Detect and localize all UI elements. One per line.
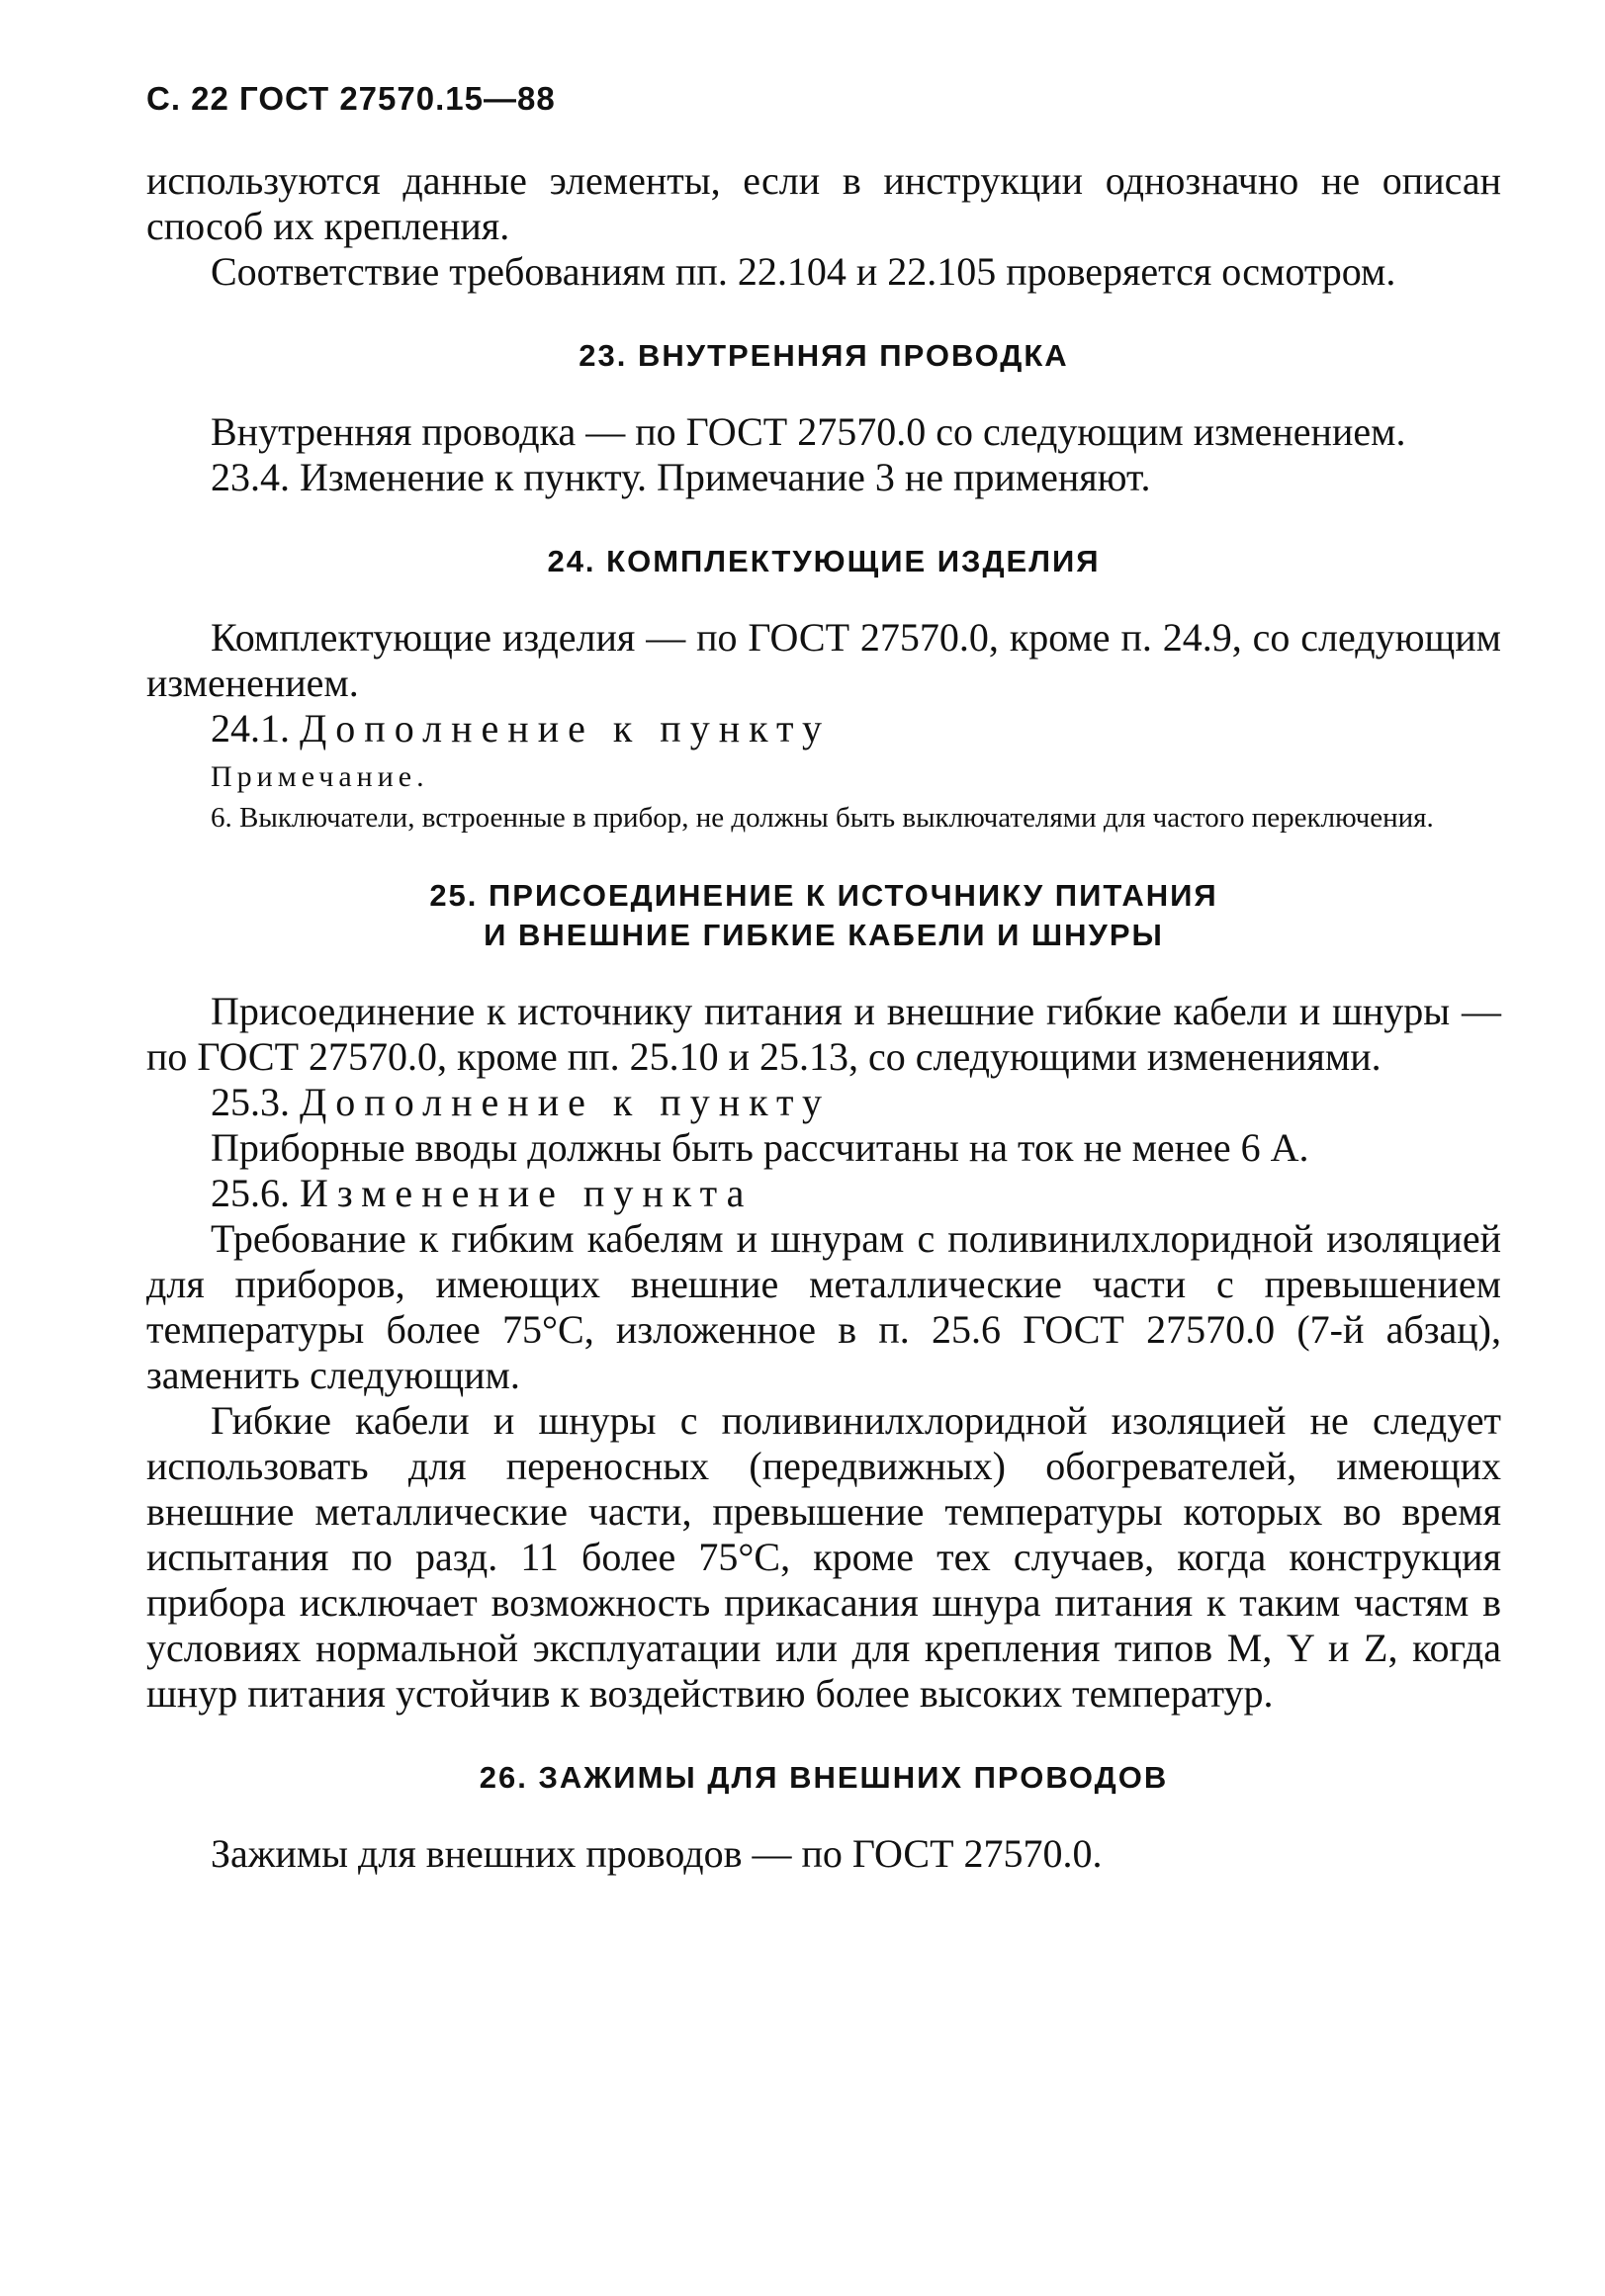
intro-paragraph-2: Соответствие требованиям пп. 22.104 и 22.105 проверяется осмотром. bbox=[211, 249, 1396, 294]
clause-number: 25.3. bbox=[211, 1080, 290, 1124]
section-25-clause-25-3 bbox=[146, 1080, 1501, 1125]
section-24-paragraph-1: Комплектующие изделия — по ГОСТ 27570.0, кроме п. 24.9, со следующим изменением. bbox=[146, 615, 1501, 705]
intro-paragraph-1: используются данные элементы, если в инструкции однозначно не описан способ их крепления. bbox=[146, 158, 1501, 248]
section-25-title bbox=[146, 876, 1501, 955]
clause-label: Дополнение к пункту bbox=[300, 1080, 831, 1124]
running-head: С. 22 ГОСТ 27570.15—88 bbox=[146, 80, 556, 117]
section-25-clause-25-6 bbox=[146, 1171, 1501, 1216]
section-23-paragraph-1: Внутренняя проводка — по ГОСТ 27570.0 со следующим изменением. bbox=[211, 409, 1406, 454]
clause-label: Дополнение к пункту bbox=[300, 706, 831, 751]
section-25-paragraph-5: Требование к гибким кабелям и шнурам с поливинилхлоридной изоляцией для приборов, имеющих внешние металлические части с превышением температуры более 75°С, изложенное в п. 25.6 ГОСТ 27570.0 (7-й абзац), заменить следующим. bbox=[146, 1216, 1501, 1397]
section-25-title-line-1: 25. ПРИСОЕДИНЕНИЕ К ИСТОЧНИКУ ПИТАНИЯ bbox=[429, 878, 1218, 913]
note-text: 6. Выключатели, встроенные в прибор, не должны быть выключателями для частого переключения. bbox=[211, 802, 1434, 834]
clause-label: Изменение пункта bbox=[300, 1171, 754, 1215]
clause-number: 24.1. bbox=[211, 706, 290, 751]
section-23-paragraph-2: 23.4. Изменение к пункту. Примечание 3 не применяют. bbox=[211, 455, 1151, 499]
section-26-title: 26. ЗАЖИМЫ ДЛЯ ВНЕШНИХ ПРОВОДОВ bbox=[479, 1760, 1169, 1795]
clause-number: 25.6. bbox=[211, 1171, 290, 1215]
section-24-clause-24-1 bbox=[146, 706, 1501, 751]
section-26-paragraph-1: Зажимы для внешних проводов — по ГОСТ 27570.0. bbox=[211, 1831, 1103, 1876]
note-title: Примечание. bbox=[211, 760, 429, 793]
section-25-paragraph-3: Приборные вводы должны быть рассчитаны на ток не менее 6 А. bbox=[211, 1125, 1309, 1170]
section-25-paragraph-6: Гибкие кабели и шнуры с поливинилхлоридной изоляцией не следует использовать для переносных (передвижных) обогревателей, имеющих внешние металлические части, превышение температуры которых во время испытания по разд. 11 более 75°С, кроме тех случаев, когда конструкция прибора исключает возможность прикасания шнура питания к таким частям в условиях нормальной эксплуатации или для крепления типов М, Y и Z, когда шнур питания устойчив к воздействию более высоких температур. bbox=[146, 1398, 1501, 1716]
section-25-paragraph-1: Присоединение к источнику питания и внешние гибкие кабели и шнуры — по ГОСТ 27570.0, кроме пп. 25.10 и 25.13, со следующими изменениями. bbox=[146, 989, 1501, 1079]
section-25-title-line-2: И ВНЕШНИЕ ГИБКИЕ КАБЕЛИ И ШНУРЫ bbox=[484, 918, 1164, 952]
document-page bbox=[146, 79, 1501, 1877]
section-24-title: 24. КОМПЛЕКТУЮЩИЕ ИЗДЕЛИЯ bbox=[547, 544, 1101, 578]
section-23-title: 23. ВНУТРЕННЯЯ ПРОВОДКА bbox=[579, 338, 1069, 373]
